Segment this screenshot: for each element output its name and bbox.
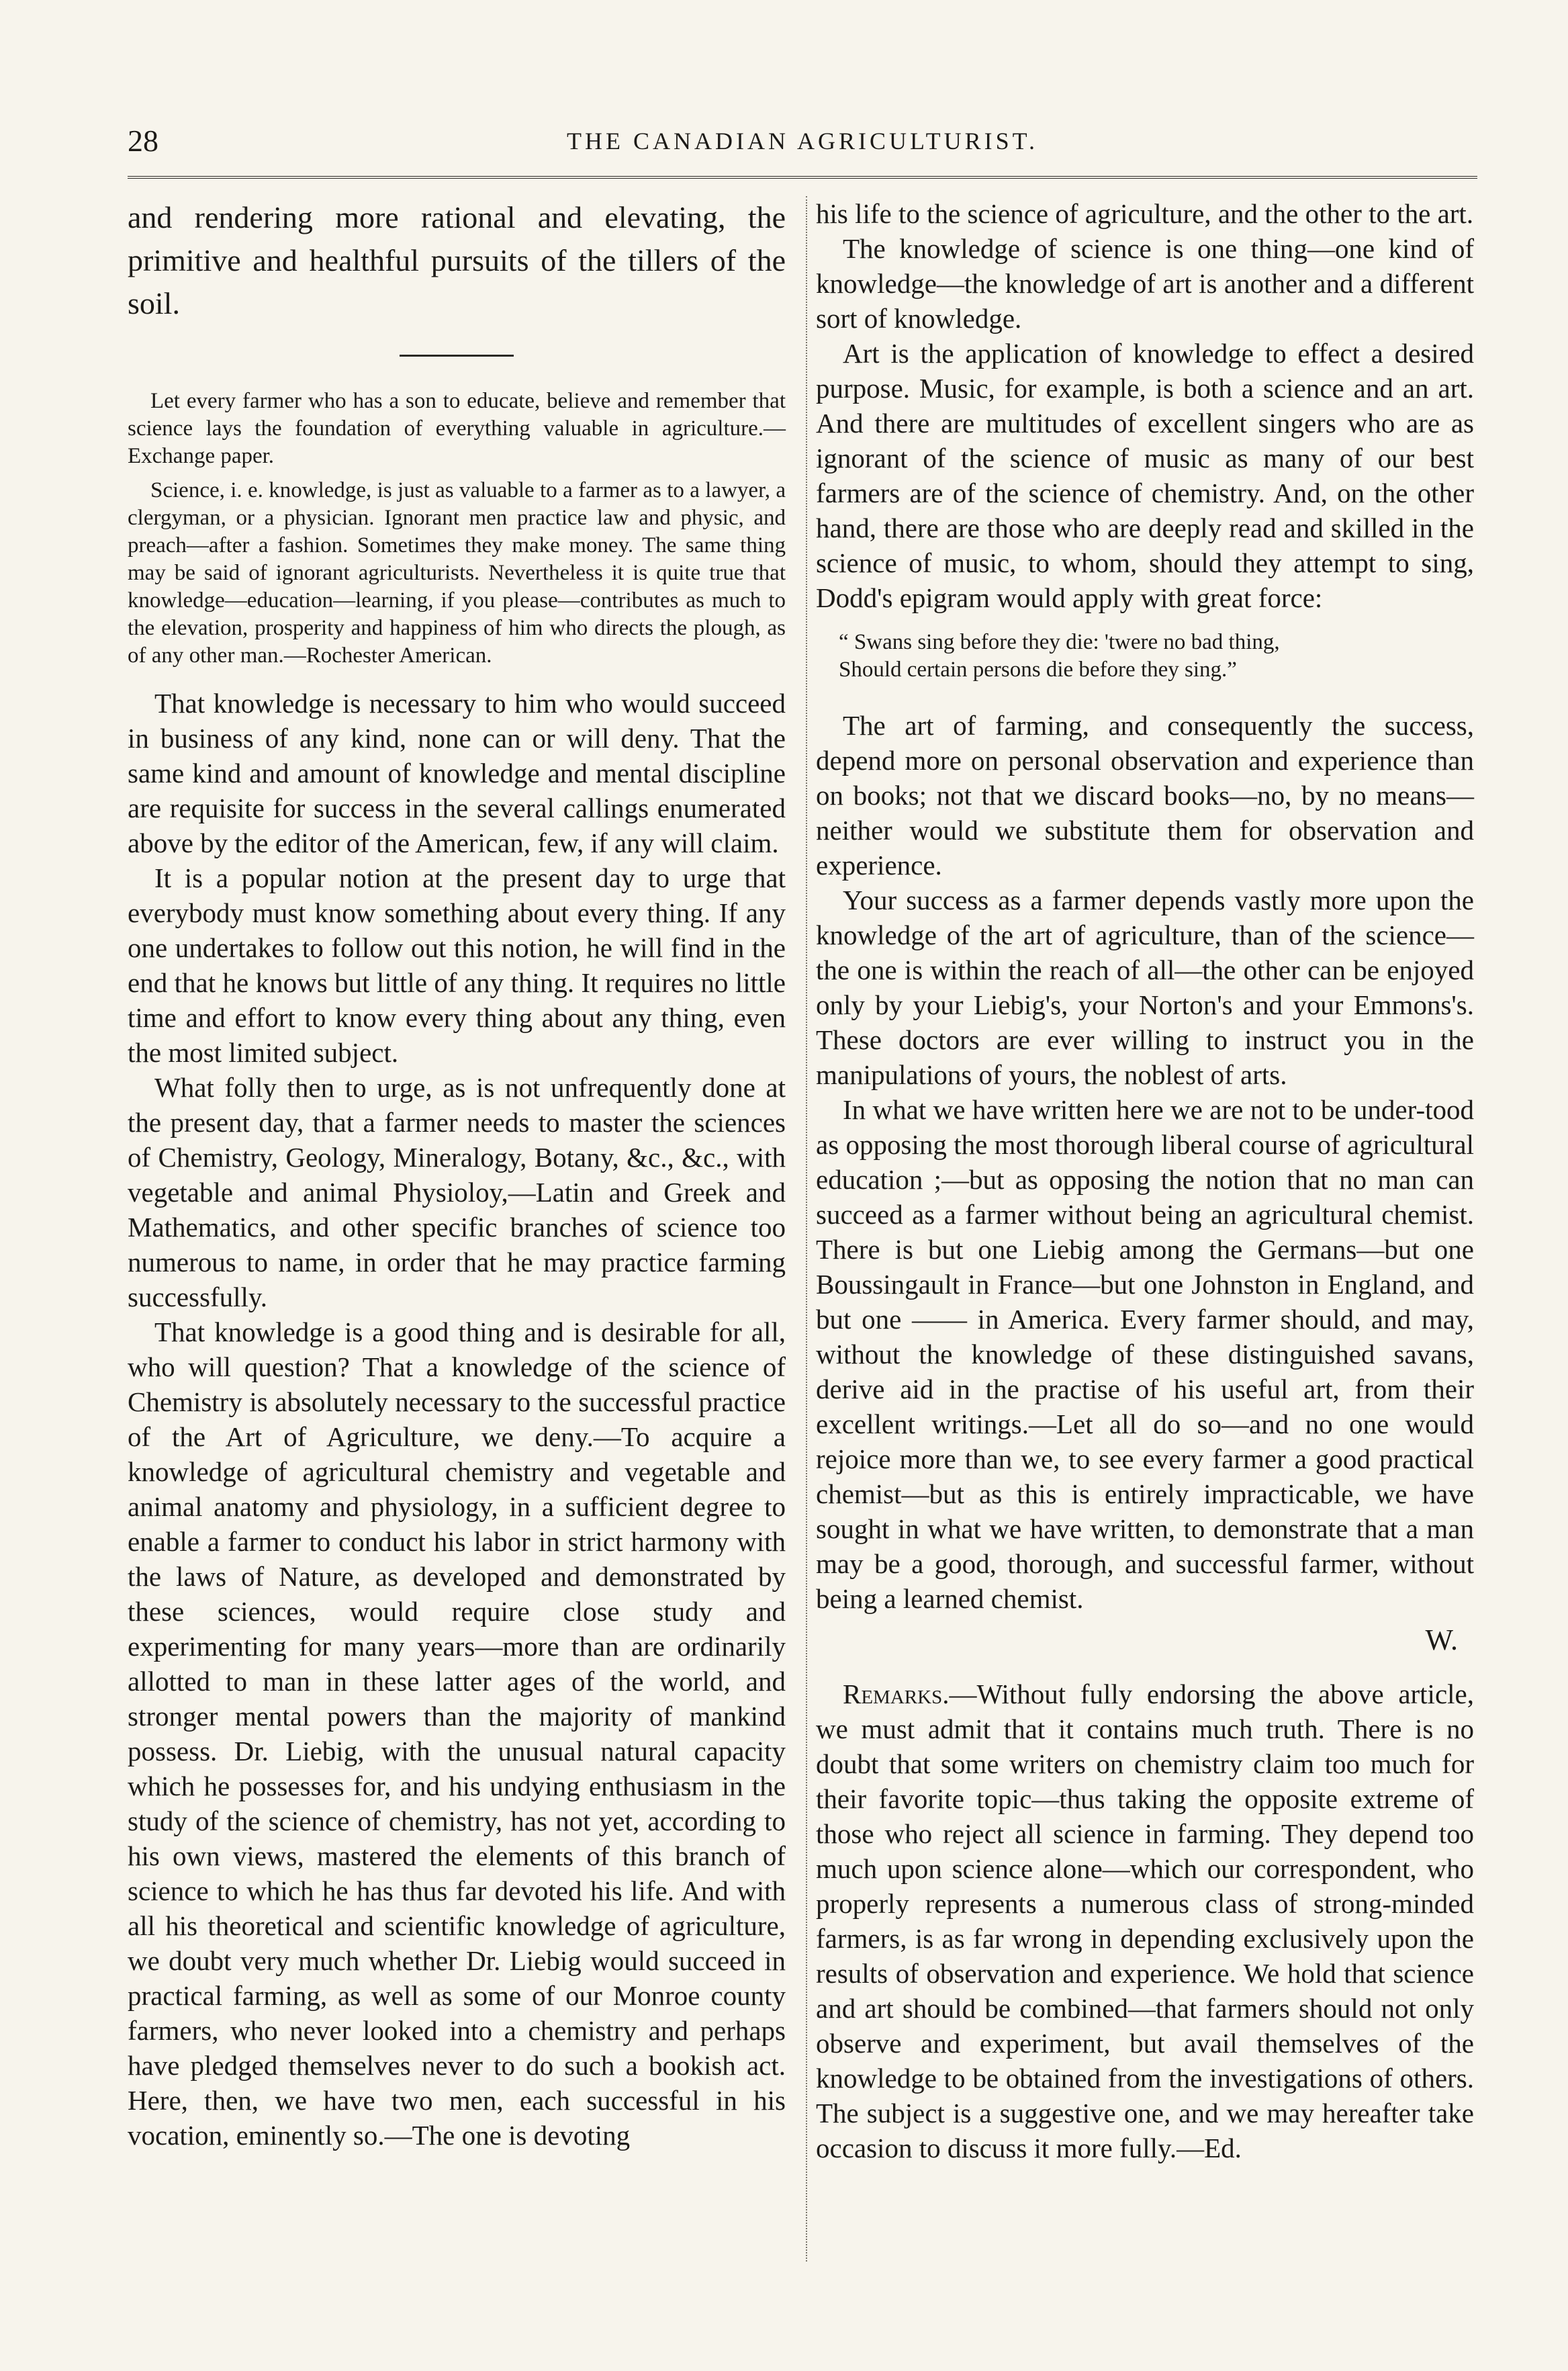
header-rule — [128, 176, 1477, 179]
quote-line: Should certain persons die before they sing.” — [839, 658, 1237, 682]
paragraph: In what we have written here we are not to be under-tood as opposing the most thorough liberal course of agricultural education ;—but as opposing the notion that no man can succeed as a farmer without being an agricultural chemist. There is but one Liebig among the Germans—but one Boussingault in France—but one Johnston in England, and but one —— in America. Every farmer should, and may, without the knowledge of these distinguished savans, derive aid in the practise of his useful art, from their excellent writings.—Let all do so—and no one would rejoice more than we, to see every farmer a good practical chemist—but as this is entirely impracticable, we have sought in what we have written, to demonstrate that a man may be a good, thorough, and successful farmer, without being a learned chemist. — [816, 1094, 1474, 1614]
section-divider — [400, 355, 514, 357]
paragraph: The art of farming, and consequently the success, depend more on personal observation and experience than on books; not that we discard books—no, by no means—neither would we substitute them for observation and experience. — [816, 710, 1474, 881]
column-divider — [806, 196, 807, 2262]
paragraph: It is a popular notion at the present day to urge that everybody must know something about every thing. If any one undertakes to follow out this notion, he will find in the end that he knows but little of any thing. It requires no little time and effort to know every thing about any thing, even the most limited subject. — [128, 862, 786, 1068]
author-signature: W. — [1425, 1623, 1458, 1656]
paragraph: The knowledge of science is one thing—one kind of knowledge—the knowledge of art is another and a different sort of knowledge. — [816, 233, 1474, 334]
left-column — [128, 196, 786, 2153]
remarks-heading: Remarks. — [843, 1679, 950, 1709]
right-column — [816, 196, 1474, 2165]
lead-paragraph: and rendering more rational and elevating, the primitive and healthful pursuits of the tillers of the soil. — [128, 200, 786, 320]
running-title: THE CANADIAN AGRICULTURIST. — [567, 128, 1038, 154]
epigram-quote — [839, 629, 1474, 684]
page-number: 28 — [128, 124, 158, 158]
paragraph: That knowledge is necessary to him who would succeed in business of any kind, none can or will deny. That the same kind and amount of knowledge and mental discipline are requisite for success in the several callings enumerated above by the editor of the American, few, if any will claim. — [128, 688, 786, 858]
paragraph: What folly then to urge, as is not unfrequently done at the present day, that a farmer needs to master the sciences of Chemistry, Geology, Mineralogy, Botany, &c., &c., with vegetable and animal Physioloy,—Latin and Greek and Mathematics, and other specific branches of science too numerous to name, in order that he may practice farming successfully. — [128, 1072, 786, 1312]
paragraph: Art is the application of knowledge to effect a desired purpose. Music, for example, is both a science and an art. And there are multitudes of excellent singers who are as ignorant of the science of music as many of our best farmers are of the science of chemistry. And, on the other hand, there are those who are deeply read and skilled in the science of music, to whom, should they attempt to sing, Dodd's epigram would apply with great force: — [816, 338, 1474, 613]
quote-line: “ Swans sing before they die: 'twere no bad thing, — [839, 630, 1280, 654]
page-header — [128, 123, 1477, 163]
editor-remarks — [816, 1676, 1474, 2165]
excerpt-exchange-paper: Let every farmer who has a son to educate, believe and remember that science lays the foundation of everything valuable in agriculture.—Exchange paper. — [128, 389, 786, 468]
paragraph: That knowledge is a good thing and is desirable for all, who will question? That a knowledge of the science of Chemistry is absolutely necessary to the successful practice of the Art of Agriculture, we deny.—To acquire a knowledge of agricultural chemistry and vegetable and animal anatomy and physiology, in a sufficient degree to enable a farmer to conduct his labor in strict harmony with the laws of Nature, as developed and demonstrated by these sciences, would require close study and experimenting for many years—more than are ordinarily allotted to man in these latter ages of the world, and stronger mental powers than the majority of mankind possess. Dr. Liebig, with the unusual natural capacity which he possesses for, and his undying enthusiasm in the study of the science of chemistry, has not yet, according to his own views, mastered the elements of this branch of science to which he has thus far devoted his life. And with all his theoretical and scientific knowledge of agriculture, we doubt very much whether Dr. Liebig would succeed in practical farming, as well as some of our Monroe county farmers, who never looked into a chemistry and perhaps have pledged themselves never to do such a bookish act. Here, then, we have two men, each successful in his vocation, eminently so.—The one is devoting — [128, 1316, 786, 2151]
paragraph: his life to the science of agriculture, and the other to the art. — [816, 198, 1474, 229]
remarks-body: —Without fully endorsing the above article, we must admit that it contains much truth. There is no doubt that some writers on chemistry claim too much for their favorite topic—thus taking the opposite extreme of those who reject all science in farming. They depend too much upon science alone—which our correspondent, who properly represents a numerous class of strong-minded farmers, is as far wrong in depending exclusively upon the results of observation and experience. We hold that science and art should be combined—that farmers should not only observe and experiment, but avail themselves of the knowledge to be obtained from the investigations of others. The subject is a suggestive one, and we may hereafter take occasion to discuss it more fully.—Ed. — [816, 1679, 1474, 2163]
excerpt-rochester-american: Science, i. e. knowledge, is just as valuable to a farmer as to a lawyer, a clergyman, or a physician. Ignorant men practice law and physic, and preach—after a fashion. Sometimes they make money. The same thing may be said of ignorant agriculturists. Nevertheless it is quite true that knowledge—education—learning, if you please—contributes as much to the elevation, prosperity and happiness of him who directs the plough, as of any other man.—Rochester American. — [128, 478, 786, 668]
paragraph: Your success as a farmer depends vastly more upon the knowledge of the art of agriculture, than of the science—the one is within the reach of all—the other can be enjoyed only by your Liebig's, your Norton's and your Emmons's. These doctors are ever willing to instruct you in the manipulations of yours, the noblest of arts. — [816, 885, 1474, 1090]
